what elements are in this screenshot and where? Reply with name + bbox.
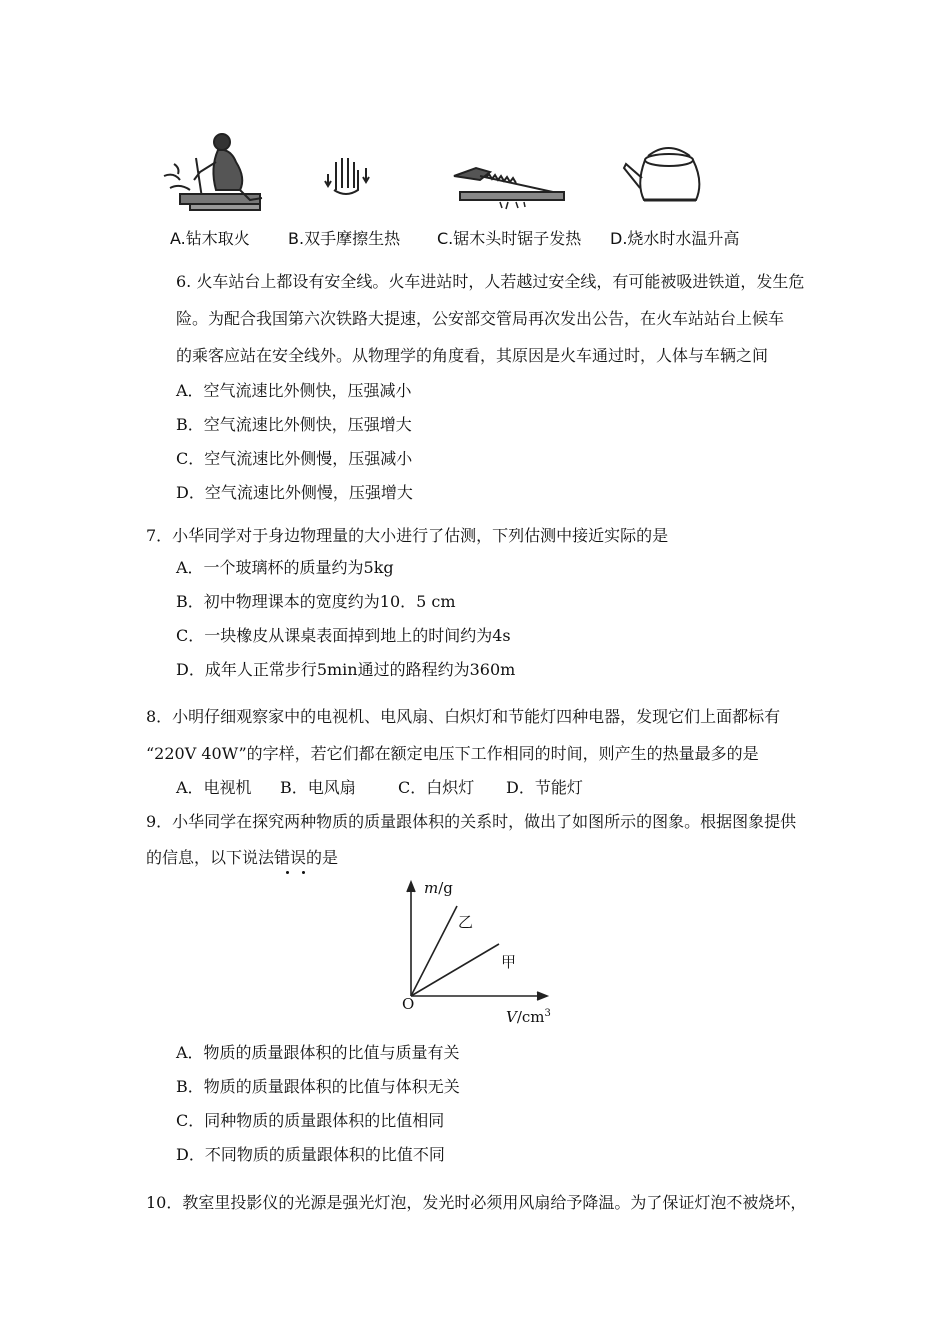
- q6-stem-line-1: 6. 火车站台上都设有安全线。火车进站时，人若越过安全线，有可能被吸进铁道，发生危: [176, 272, 805, 291]
- q9-option-d: D．不同物质的质量跟体积的比值不同: [176, 1145, 445, 1164]
- q7-option-b: B．初中物理课本的宽度约为10．5 cm: [176, 592, 456, 611]
- y-axis-unit: /g: [438, 879, 453, 897]
- q7-option-a: A．一个玻璃杯的质量约为5kg: [176, 558, 394, 577]
- y-axis-arrow: [407, 882, 415, 892]
- y-axis-variable: m: [424, 879, 439, 897]
- drilling-fire-illustration: [150, 128, 270, 218]
- q9-option-a: A．物质的质量跟体积的比值与质量有关: [176, 1043, 460, 1062]
- label-jia: 甲: [501, 953, 517, 971]
- q8-option-d: D．节能灯: [506, 778, 583, 797]
- figure-caption-d: D.烧水时水温升高: [610, 229, 740, 248]
- figure-caption-a: A.钻木取火: [170, 229, 250, 248]
- q8-option-c: C．白炽灯: [398, 778, 475, 797]
- q7-option-d: D．成年人正常步行5min通过的路程约为360m: [176, 660, 516, 679]
- q10-stem-line-1: 10．教室里投影仪的光源是强光灯泡，发光时必须用风扇给予降温。为了保证灯泡不被烧坏，: [146, 1193, 807, 1212]
- origin-label: O: [402, 995, 415, 1013]
- emphasis-dot: [286, 871, 289, 874]
- x-axis-label: [506, 1004, 551, 1027]
- q9-option-c: C．同种物质的质量跟体积的比值相同: [176, 1111, 445, 1130]
- q8-option-a: A．电视机: [176, 778, 252, 797]
- q6-option-b: B．空气流速比外侧快，压强增大: [176, 415, 412, 434]
- q6-stem-line-3: 的乘客应站在安全线外。从物理学的角度看，其原因是火车通过时，人体与车辆之间: [176, 346, 769, 365]
- sawing-wood-illustration: [450, 158, 570, 213]
- x-axis-arrow: [537, 992, 547, 1000]
- q7-option-c: C．一块橡皮从课桌表面掉到地上的时间约为4s: [176, 626, 511, 645]
- q9-option-b: B．物质的质量跟体积的比值与体积无关: [176, 1077, 460, 1096]
- q9-stem-line-1: 9．小华同学在探究两种物质的质量跟体积的关系时，做出了如图所示的图象。根据图象提供: [146, 812, 797, 831]
- kettle-illustration: [618, 138, 718, 210]
- x-axis-variable: V: [506, 1008, 517, 1026]
- q6-stem-line-2: 险。为配合我国第六次铁路大提速，公安部交管局再次发出公告，在火车站站台上候车: [176, 309, 785, 328]
- rubbing-hands-illustration: [318, 150, 378, 200]
- q6-option-c: C．空气流速比外侧慢，压强减小: [176, 449, 413, 468]
- figure-caption-c: C.锯木头时锯子发热: [437, 229, 582, 248]
- q9-stem-line-2: 的信息，以下说法错误的是: [146, 848, 339, 867]
- q6-option-d: D．空气流速比外侧慢，压强增大: [176, 483, 413, 502]
- q6-option-a: A．空气流速比外侧快，压强减小: [176, 381, 412, 400]
- y-axis-label: [424, 878, 453, 898]
- q8-stem-line-1: 8．小明仔细观察家中的电视机、电风扇、白炽灯和节能灯四种电器，发现它们上面都标有: [146, 707, 781, 726]
- q8-stem-line-2: “220V 40W”的字样，若它们都在额定电压下工作相同的时间，则产生的热量最多的是: [146, 744, 759, 763]
- emphasis-dot: [302, 871, 305, 874]
- q7-stem: 7．小华同学对于身边物理量的大小进行了估测，下列估测中接近实际的是: [146, 526, 669, 545]
- x-axis-unit: /cm: [516, 1008, 545, 1026]
- x-axis-unit-exponent: 3: [544, 1008, 551, 1019]
- q8-option-b: B．电风扇: [280, 778, 356, 797]
- label-yi: 乙: [458, 913, 474, 931]
- figure-caption-b: B.双手摩擦生热: [288, 229, 401, 248]
